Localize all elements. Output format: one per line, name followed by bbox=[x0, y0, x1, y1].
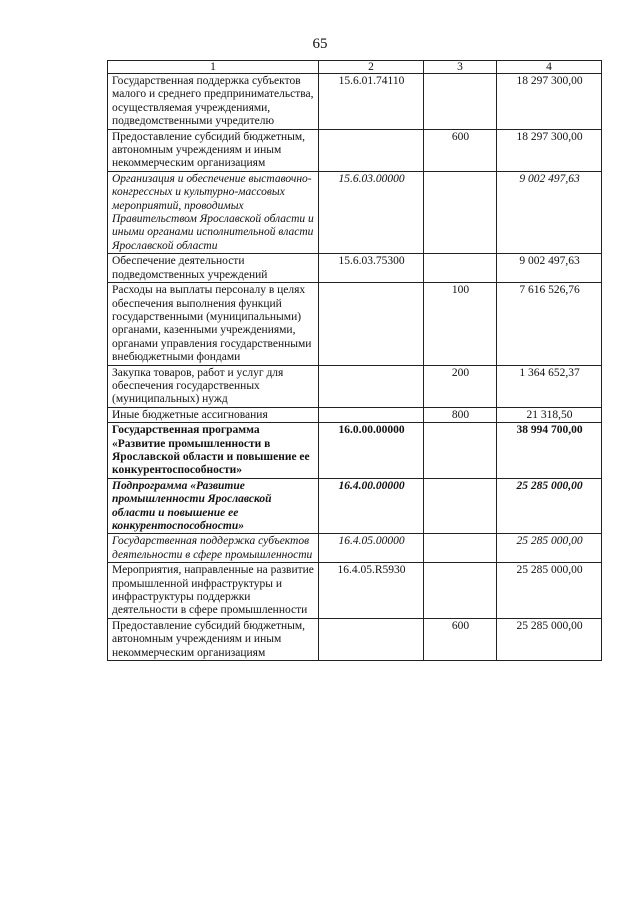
table-row bbox=[108, 129, 602, 171]
row-amount-cell: 25 285 000,00 bbox=[497, 478, 602, 534]
table-row bbox=[108, 423, 602, 479]
table-header-row bbox=[108, 61, 602, 74]
row-amount-cell: 25 285 000,00 bbox=[497, 534, 602, 563]
table-row bbox=[108, 283, 602, 365]
column-header: 4 bbox=[497, 61, 602, 74]
row-type-cell: 200 bbox=[424, 365, 497, 407]
row-name-cell: Государственная программа «Развитие промышленности в Ярославской области и повышение ее конкурентоспособности» bbox=[108, 423, 319, 479]
row-name-cell: Государственная поддержка субъектов деятельности в сфере промышленности bbox=[108, 534, 319, 563]
row-amount-cell: 7 616 526,76 bbox=[497, 283, 602, 365]
row-code-cell: 15.6.01.74110 bbox=[319, 74, 424, 130]
table-row bbox=[108, 563, 602, 619]
row-name-cell: Предоставление субсидий бюджетным, автономным учреждениям и иным некоммерческим организациям bbox=[108, 618, 319, 660]
row-type-cell bbox=[424, 254, 497, 283]
table-row bbox=[108, 534, 602, 563]
row-type-cell bbox=[424, 171, 497, 253]
row-name-cell: Мероприятия, направленные на развитие промышленной инфраструктуры и инфраструктуры поддержки деятельности в сфере промышленности bbox=[108, 563, 319, 619]
row-amount-cell: 18 297 300,00 bbox=[497, 74, 602, 130]
row-name-cell: Предоставление субсидий бюджетным, автономным учреждениям и иным некоммерческим организациям bbox=[108, 129, 319, 171]
row-amount-cell: 21 318,50 bbox=[497, 407, 602, 422]
row-code-cell: 16.0.00.00000 bbox=[319, 423, 424, 479]
table-row bbox=[108, 365, 602, 407]
row-type-cell bbox=[424, 423, 497, 479]
row-amount-cell: 38 994 700,00 bbox=[497, 423, 602, 479]
row-name-cell: Расходы на выплаты персоналу в целях обеспечения выполнения функций государственными (муниципальными) органами, казенными учреждениями, органами управления государственными внебюджетными фондами bbox=[108, 283, 319, 365]
row-amount-cell: 18 297 300,00 bbox=[497, 129, 602, 171]
row-amount-cell: 9 002 497,63 bbox=[497, 171, 602, 253]
row-type-cell bbox=[424, 534, 497, 563]
row-code-cell: 16.4.05.00000 bbox=[319, 534, 424, 563]
row-amount-cell: 25 285 000,00 bbox=[497, 563, 602, 619]
row-name-cell: Закупка товаров, работ и услуг для обеспечения государственных (муниципальных) нужд bbox=[108, 365, 319, 407]
row-type-cell: 600 bbox=[424, 129, 497, 171]
row-amount-cell: 1 364 652,37 bbox=[497, 365, 602, 407]
row-name-cell: Обеспечение деятельности подведомственных учреждений bbox=[108, 254, 319, 283]
row-type-cell: 600 bbox=[424, 618, 497, 660]
row-name-cell: Государственная поддержка субъектов малого и среднего предпринимательства, осуществляемая учреждениями, подведомственными учредителю bbox=[108, 74, 319, 130]
row-type-cell: 100 bbox=[424, 283, 497, 365]
table-row bbox=[108, 478, 602, 534]
table-row bbox=[108, 254, 602, 283]
column-header: 2 bbox=[319, 61, 424, 74]
table-row bbox=[108, 171, 602, 253]
row-name-cell: Иные бюджетные ассигнования bbox=[108, 407, 319, 422]
row-code-cell bbox=[319, 365, 424, 407]
row-code-cell bbox=[319, 407, 424, 422]
row-code-cell: 15.6.03.00000 bbox=[319, 171, 424, 253]
column-header: 1 bbox=[108, 61, 319, 74]
row-code-cell bbox=[319, 283, 424, 365]
table-row bbox=[108, 407, 602, 422]
row-type-cell bbox=[424, 563, 497, 619]
row-amount-cell: 9 002 497,63 bbox=[497, 254, 602, 283]
row-type-cell: 800 bbox=[424, 407, 497, 422]
row-code-cell: 15.6.03.75300 bbox=[319, 254, 424, 283]
row-type-cell bbox=[424, 478, 497, 534]
column-header: 3 bbox=[424, 61, 497, 74]
table-row bbox=[108, 618, 602, 660]
row-type-cell bbox=[424, 74, 497, 130]
budget-table bbox=[107, 60, 602, 661]
row-code-cell: 16.4.00.00000 bbox=[319, 478, 424, 534]
table-row bbox=[108, 74, 602, 130]
row-code-cell: 16.4.05.R5930 bbox=[319, 563, 424, 619]
page-number: 65 bbox=[312, 36, 328, 52]
row-code-cell bbox=[319, 618, 424, 660]
row-amount-cell: 25 285 000,00 bbox=[497, 618, 602, 660]
row-name-cell: Организация и обеспечение выставочно-конгрессных и культурно-массовых мероприятий, проводимых Правительством Ярославской области и иными органами исполнительной власти Ярославской области bbox=[108, 171, 319, 253]
row-code-cell bbox=[319, 129, 424, 171]
row-name-cell: Подпрограмма «Развитие промышленности Ярославской области и повышение ее конкурентоспособности» bbox=[108, 478, 319, 534]
